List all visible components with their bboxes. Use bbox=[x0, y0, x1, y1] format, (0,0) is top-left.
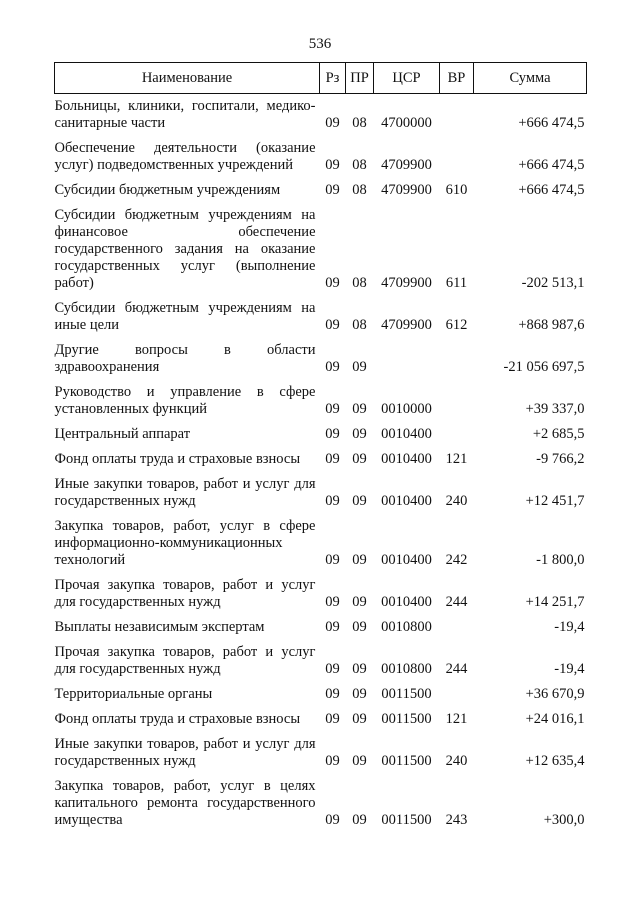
cell-csr: 0010800 bbox=[381, 661, 432, 677]
cell-rz: 09 bbox=[325, 359, 340, 375]
header-rz: Рз bbox=[320, 63, 346, 94]
cell-csr: 0011500 bbox=[381, 711, 432, 727]
cell-pr: 09 bbox=[352, 812, 367, 828]
cell-name: Субсидии бюджетным учреждениям bbox=[54, 182, 281, 198]
table-body bbox=[55, 94, 587, 830]
cell-vr: 121 bbox=[445, 451, 468, 467]
cell-csr: 4700000 bbox=[381, 115, 432, 131]
cell-vr: 242 bbox=[445, 552, 468, 568]
cell-pr: 09 bbox=[352, 661, 367, 677]
cell-pr: 09 bbox=[352, 426, 367, 442]
cell-vr: 121 bbox=[445, 711, 468, 727]
table-row bbox=[55, 770, 587, 829]
cell-name: Закупка товаров, работ, услуг в целях капитального ремонта государственного имущества bbox=[54, 778, 316, 828]
cell-sum: +300,0 bbox=[543, 812, 585, 828]
cell-csr: 0011500 bbox=[381, 686, 432, 702]
cell-name: Территориальные органы bbox=[54, 686, 213, 702]
cell-sum: +2 685,5 bbox=[532, 426, 585, 442]
header-name: Наименование bbox=[55, 63, 320, 94]
cell-name: Фонд оплаты труда и страховые взносы bbox=[54, 711, 301, 727]
header-csr: ЦСР bbox=[374, 63, 440, 94]
cell-csr: 0010000 bbox=[381, 401, 432, 417]
cell-csr: 4709900 bbox=[381, 275, 432, 291]
table-row bbox=[55, 418, 587, 443]
cell-sum: -202 513,1 bbox=[521, 275, 585, 291]
cell-sum: +868 987,6 bbox=[518, 317, 585, 333]
cell-pr: 08 bbox=[352, 275, 367, 291]
cell-vr bbox=[440, 376, 474, 418]
table-row bbox=[55, 292, 587, 334]
cell-name: Закупка товаров, работ, услуг в сфере информационно-коммуникационных технологий bbox=[54, 518, 316, 568]
cell-name: Иные закупки товаров, работ и услуг для государственных нужд bbox=[54, 736, 316, 769]
cell-csr: 0010800 bbox=[381, 619, 432, 635]
table-row bbox=[55, 728, 587, 770]
cell-name: Обеспечение деятельности (оказание услуг) подведомственных учреждений bbox=[54, 140, 316, 173]
cell-pr: 09 bbox=[352, 359, 367, 375]
cell-sum: +12 635,4 bbox=[525, 753, 585, 769]
table-row bbox=[55, 636, 587, 678]
cell-name: Субсидии бюджетным учреждениям на иные цели bbox=[54, 300, 316, 333]
cell-vr: 244 bbox=[445, 661, 468, 677]
table-row bbox=[55, 611, 587, 636]
cell-name: Другие вопросы в области здравоохранения bbox=[54, 342, 316, 375]
cell-vr bbox=[440, 334, 474, 376]
cell-rz: 09 bbox=[325, 493, 340, 509]
cell-rz: 09 bbox=[325, 552, 340, 568]
table-row bbox=[55, 174, 587, 199]
cell-rz: 09 bbox=[325, 426, 340, 442]
table-row bbox=[55, 678, 587, 703]
cell-name: Иные закупки товаров, работ и услуг для государственных нужд bbox=[54, 476, 316, 509]
table-row bbox=[55, 569, 587, 611]
cell-sum: -19,4 bbox=[554, 619, 585, 635]
cell-rz: 09 bbox=[325, 451, 340, 467]
cell-rz: 09 bbox=[325, 619, 340, 635]
table-row bbox=[55, 443, 587, 468]
cell-vr: 243 bbox=[445, 812, 468, 828]
cell-name: Руководство и управление в сфере установленных функций bbox=[54, 384, 316, 417]
table-header bbox=[55, 63, 587, 94]
cell-sum: -9 766,2 bbox=[536, 451, 585, 467]
cell-sum: +666 474,5 bbox=[518, 157, 585, 173]
cell-name: Субсидии бюджетным учреждениям на финансовое обеспечение государственного задания на оказание государственных услуг (выполнение работ) bbox=[54, 207, 316, 291]
cell-csr: 0010400 bbox=[381, 451, 432, 467]
cell-rz: 09 bbox=[325, 661, 340, 677]
cell-name: Фонд оплаты труда и страховые взносы bbox=[54, 451, 301, 467]
cell-pr: 09 bbox=[352, 711, 367, 727]
cell-sum: -19,4 bbox=[554, 661, 585, 677]
cell-sum: -1 800,0 bbox=[536, 552, 585, 568]
cell-csr: 0010400 bbox=[381, 426, 432, 442]
cell-rz: 09 bbox=[325, 275, 340, 291]
cell-rz: 09 bbox=[325, 157, 340, 173]
cell-csr: 0010400 bbox=[381, 493, 432, 509]
cell-rz: 09 bbox=[325, 686, 340, 702]
cell-sum: +666 474,5 bbox=[518, 115, 585, 131]
cell-pr: 09 bbox=[352, 753, 367, 769]
cell-rz: 09 bbox=[325, 753, 340, 769]
cell-sum: -21 056 697,5 bbox=[503, 359, 585, 375]
cell-pr: 08 bbox=[352, 157, 367, 173]
table-row bbox=[55, 132, 587, 174]
cell-pr: 09 bbox=[352, 686, 367, 702]
budget-table bbox=[54, 62, 587, 829]
cell-vr bbox=[440, 94, 474, 133]
cell-vr bbox=[440, 678, 474, 703]
cell-sum: +14 251,7 bbox=[525, 594, 585, 610]
cell-rz: 09 bbox=[325, 115, 340, 131]
cell-name: Центральный аппарат bbox=[54, 426, 191, 442]
cell-sum: +666 474,5 bbox=[518, 182, 585, 198]
header-sum: Сумма bbox=[474, 63, 587, 94]
cell-vr: 240 bbox=[445, 493, 468, 509]
cell-csr: 4709900 bbox=[381, 157, 432, 173]
table-row bbox=[55, 510, 587, 569]
cell-pr: 09 bbox=[352, 619, 367, 635]
cell-vr: 611 bbox=[445, 275, 468, 291]
header-pr: ПР bbox=[346, 63, 374, 94]
cell-name: Прочая закупка товаров, работ и услуг для государственных нужд bbox=[54, 644, 316, 677]
cell-csr bbox=[374, 334, 440, 376]
cell-csr: 4709900 bbox=[381, 182, 432, 198]
cell-sum: +36 670,9 bbox=[525, 686, 585, 702]
table-row bbox=[55, 376, 587, 418]
cell-vr bbox=[440, 132, 474, 174]
cell-rz: 09 bbox=[325, 317, 340, 333]
cell-rz: 09 bbox=[325, 812, 340, 828]
cell-sum: +39 337,0 bbox=[525, 401, 585, 417]
cell-name: Прочая закупка товаров, работ и услуг для государственных нужд bbox=[54, 577, 316, 610]
cell-sum: +12 451,7 bbox=[525, 493, 585, 509]
table-row bbox=[55, 334, 587, 376]
cell-vr: 612 bbox=[445, 317, 468, 333]
cell-csr: 4709900 bbox=[381, 317, 432, 333]
cell-vr bbox=[440, 611, 474, 636]
cell-rz: 09 bbox=[325, 401, 340, 417]
cell-vr: 240 bbox=[445, 753, 468, 769]
cell-pr: 09 bbox=[352, 493, 367, 509]
header-vr: ВР bbox=[440, 63, 474, 94]
cell-pr: 09 bbox=[352, 451, 367, 467]
cell-csr: 0010400 bbox=[381, 594, 432, 610]
cell-vr: 244 bbox=[445, 594, 468, 610]
cell-pr: 08 bbox=[352, 317, 367, 333]
cell-pr: 09 bbox=[352, 401, 367, 417]
cell-rz: 09 bbox=[325, 182, 340, 198]
cell-csr: 0011500 bbox=[381, 812, 432, 828]
cell-csr: 0011500 bbox=[381, 753, 432, 769]
table-row bbox=[55, 468, 587, 510]
table-row bbox=[55, 199, 587, 292]
cell-pr: 09 bbox=[352, 552, 367, 568]
cell-name: Выплаты независимым экспертам bbox=[54, 619, 265, 635]
cell-rz: 09 bbox=[325, 711, 340, 727]
cell-vr: 610 bbox=[445, 182, 468, 198]
table-row bbox=[55, 703, 587, 728]
cell-pr: 09 bbox=[352, 594, 367, 610]
cell-name: Больницы, клиники, госпитали, медико-санитарные части bbox=[54, 98, 316, 131]
cell-rz: 09 bbox=[325, 594, 340, 610]
cell-vr bbox=[440, 418, 474, 443]
page-number: 536 bbox=[308, 36, 332, 52]
table-row bbox=[55, 94, 587, 133]
cell-pr: 08 bbox=[352, 115, 367, 131]
cell-sum: +24 016,1 bbox=[525, 711, 585, 727]
cell-csr: 0010400 bbox=[381, 552, 432, 568]
cell-pr: 08 bbox=[352, 182, 367, 198]
